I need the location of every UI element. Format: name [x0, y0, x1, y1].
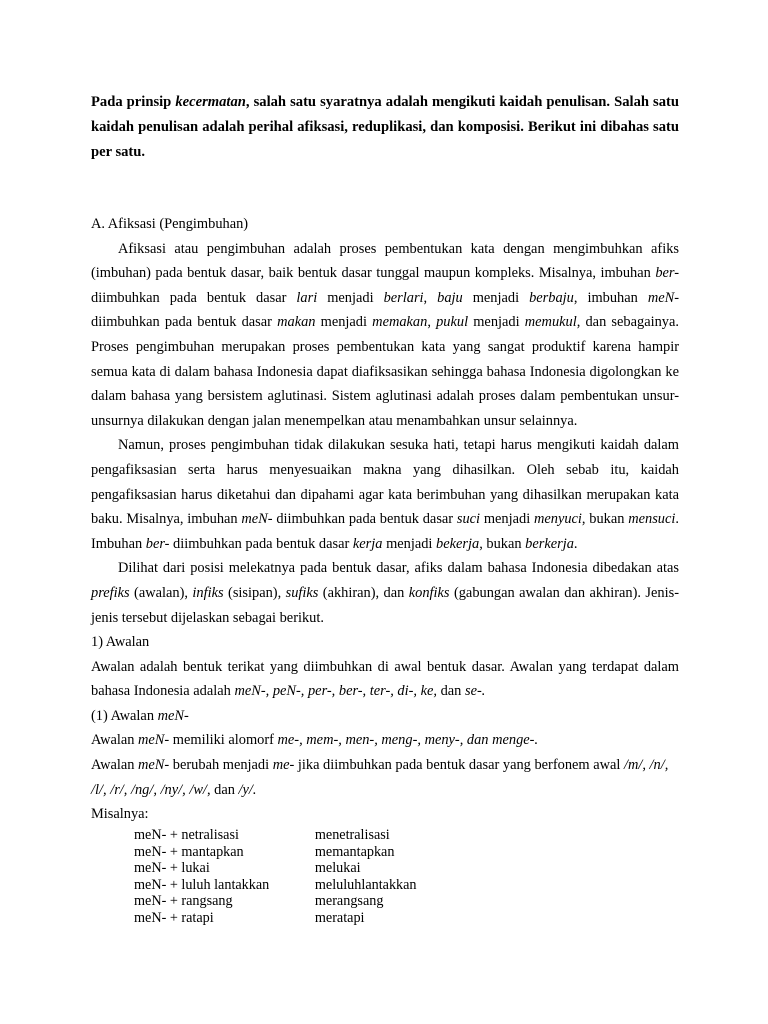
term: prefiks [91, 584, 130, 601]
paragraph-awalan-definition [91, 655, 679, 704]
example-row [134, 877, 454, 894]
example-row [134, 860, 454, 877]
label-misalnya: Misalnya: [91, 806, 149, 823]
term: ber- [145, 535, 170, 552]
text: (akhiran), dan [318, 584, 409, 601]
example-base: meN- + ratapi [134, 909, 214, 926]
text: , dan sebagainya. Proses pengimbuhan merupakan proses pembentukan kata yang sangat produktif karena hampir semua kata di dalam bahasa Indonesia dapat diafiksasikan sehingga bahasa Indonesia digolongkan ke dalam bahasa yang bersistem aglutinasi. Sistem aglutinasi adalah proses dalam pembentukan unsur-unsurnya dilakukan dengan jalan menempelkan atau menambahkan unsur selainnya. [91, 314, 679, 429]
text: menjadi [480, 511, 534, 528]
text: Dilihat dari posisi melekatnya pada bentuk dasar, afiks dalam bahasa Indonesia dibedakan atas [118, 560, 679, 577]
example-base: meN- + netralisasi [134, 827, 239, 843]
term: berlari [383, 289, 424, 306]
term: me-, mem-, men-, meng-, meny-, dan menge-. [277, 732, 539, 749]
text: diimbuhkan pada bentuk dasar [272, 511, 457, 528]
text: Awalan [91, 732, 139, 749]
term: pukul [436, 314, 469, 331]
intro-term-kecermatan: kecermatan [175, 94, 246, 110]
intro-text: Pada prinsip [91, 94, 176, 110]
term: meN- [157, 707, 189, 724]
example-base: meN- + rangsang [134, 893, 233, 910]
text: , bukan [479, 535, 526, 552]
term: berkerja [525, 535, 574, 552]
example-result: memantapkan [314, 843, 395, 860]
text: (sisipan), [223, 584, 286, 601]
term: sufiks [285, 584, 319, 601]
text: , [427, 314, 437, 331]
intro-paragraph [91, 90, 679, 166]
text: , [423, 289, 438, 306]
text: , dan [206, 781, 239, 798]
term: meN-, peN-, per-, ber-, ter-, di-, ke, [234, 683, 437, 700]
example-result: meratapi [314, 909, 365, 926]
term: berbaju [529, 289, 574, 306]
term: me- [272, 757, 295, 774]
term: memakan [372, 314, 428, 331]
example-result: melukai [314, 860, 361, 877]
term: makan [277, 314, 316, 331]
text: menjadi [382, 535, 437, 552]
text: berubah menjadi [169, 757, 273, 774]
text: dan [437, 683, 465, 700]
term: bekerja [436, 535, 480, 552]
paragraph-alomorf [91, 728, 679, 753]
intro-text: , salah satu syaratnya adalah mengikuti kaidah penulisan. Salah satu kaidah penulisan adalah perihal afiksasi, reduplikasi, dan komposisi. Berikut ini dibahas satu per satu. [91, 94, 679, 161]
example-base: meN- + mantapkan [134, 843, 244, 860]
subheading-awalan-men [91, 704, 679, 729]
text: diimbuhkan pada bentuk dasar [169, 535, 353, 552]
term: lari [296, 289, 318, 306]
example-base: meN- + luluh lantakkan [134, 876, 270, 893]
text: diimbuhkan pada bentuk dasar [91, 289, 297, 306]
paragraph-posisi-afiks [91, 556, 679, 630]
paragraph-kaidah [91, 433, 679, 556]
term: infiks [192, 584, 224, 601]
text: Namun, proses pengimbuhan tidak dilakukan sesuka hati, tetapi harus mengikuti kaidah dalam pengafiksasian serta harus menyesuaikan makna yang dihasilkan. Oleh sebab itu, kaidah pengafiksasian harus diketahui dan dipahami agar kata berimbuhan yang dihasilkan merupakan kata baku. Misalnya, imbuhan [91, 437, 679, 528]
example-base: meN- + lukai [134, 860, 210, 877]
text: menjadi [317, 289, 384, 306]
example-result: merangsang [314, 893, 384, 910]
text: Afiksasi atau pengimbuhan adalah proses pembentukan kata dengan mengimbuhkan afiks (imbuhan) pada bentuk dasar, baik bentuk dasar tunggal maupun kompleks. Misalnya, imbuhan [91, 240, 679, 282]
term: memukul [524, 314, 577, 331]
term: mensuci [628, 511, 676, 528]
text: menjadi [315, 314, 373, 331]
example-row [134, 827, 454, 844]
text: menjadi [468, 314, 525, 331]
text: , bukan [581, 511, 629, 528]
text: Awalan [91, 757, 139, 774]
text: (awalan), [129, 584, 193, 601]
text: . Imbuhan [91, 511, 679, 552]
subheading-awalan: 1) Awalan [91, 634, 150, 651]
section-afiksasi [91, 212, 679, 827]
section-heading: A. Afiksasi (Pengimbuhan) [91, 216, 249, 232]
text: menjadi [462, 289, 530, 306]
term: meN- [138, 757, 170, 774]
paragraph-afiksasi-definition [91, 237, 679, 434]
term: se-. [464, 683, 486, 700]
term: kerja [352, 535, 383, 552]
example-list [134, 827, 454, 927]
text: , imbuhan [573, 289, 648, 306]
text: Awalan adalah bentuk terikat yang diimbuhkan di awal bentuk dasar. Awalan yang terdapat dalam bahasa Indonesia adalah [91, 658, 679, 700]
term: /m/, /n/, /l/, /r/, /ng/, /ny/, /w/ [91, 757, 669, 798]
example-result: meluluhlantakkan [314, 876, 417, 893]
term: /y/. [238, 781, 257, 798]
example-row [134, 844, 454, 861]
term: meN- [138, 732, 170, 749]
term: baju [437, 289, 463, 306]
term: meN- [241, 511, 273, 528]
text: . [573, 535, 578, 552]
text: (1) Awalan [91, 707, 158, 724]
term: menyuci [533, 511, 582, 528]
term: ber- [655, 265, 679, 282]
example-result: menetralisasi [314, 827, 390, 843]
example-row [134, 893, 454, 910]
text: (gabungan awalan dan akhiran). Jenis-jenis tersebut dijelaskan sebagai berikut. [91, 584, 679, 626]
text: jika diimbuhkan pada bentuk dasar yang berfonem awal [294, 757, 624, 774]
term: konfiks [408, 584, 450, 601]
term: suci [456, 511, 481, 528]
paragraph-rule-me [91, 753, 679, 802]
term: meN- [647, 289, 679, 306]
text: diimbuhkan pada bentuk dasar [91, 314, 278, 331]
example-row [134, 910, 454, 927]
text: memiliki alomorf [169, 732, 278, 749]
